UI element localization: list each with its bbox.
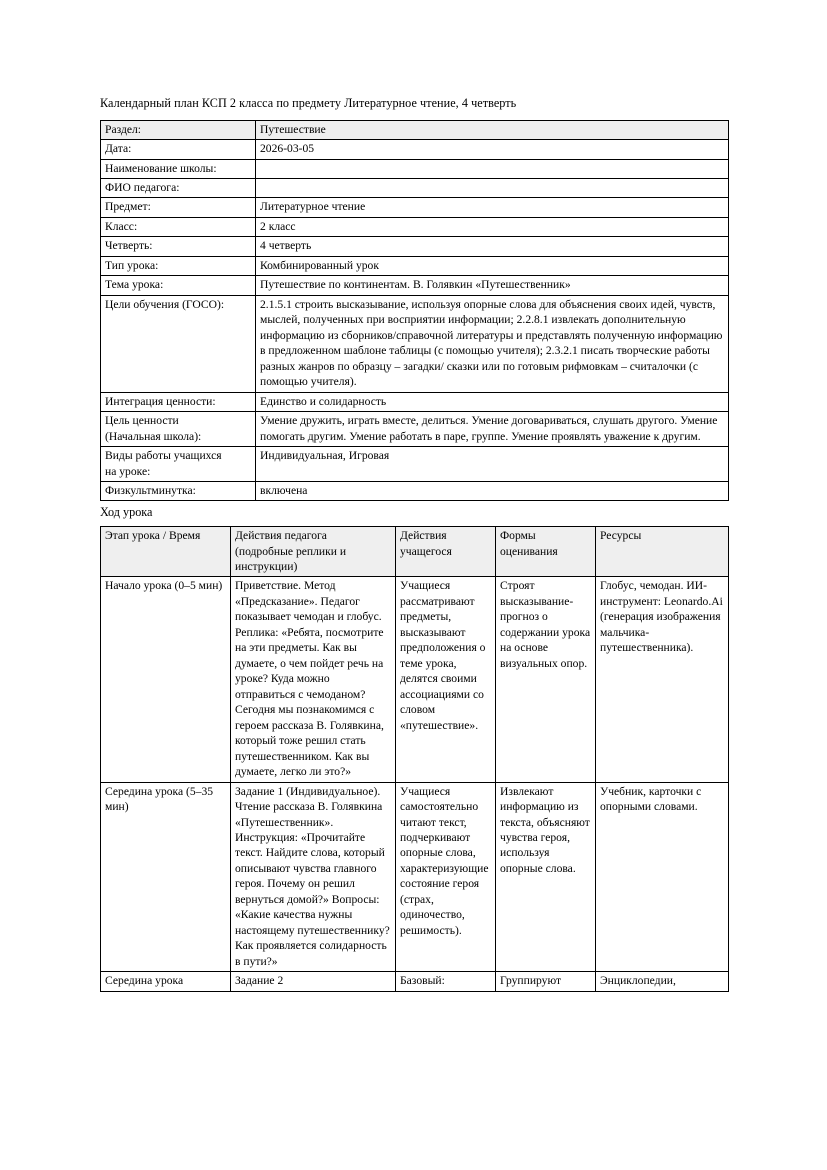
column-header-stage: Этап урока / Время xyxy=(101,527,231,577)
page-title: Календарный план КСП 2 класса по предмету Литературное чтение, 4 четверть xyxy=(100,96,517,110)
flow-cell-student-actions: Учащиеся рассматривают предметы, высказывают предположения о теме урока, делятся своими ассоциациями со словом «путешествие». xyxy=(396,577,496,782)
table-row xyxy=(101,159,729,178)
info-row-value: Индивидуальная, Игровая xyxy=(256,447,729,482)
info-row-value: включена xyxy=(256,481,729,500)
info-row-value: Путешествие xyxy=(256,120,729,139)
info-row-value: Комбинированный урок xyxy=(256,256,729,275)
info-row-value: 2 класс xyxy=(256,217,729,236)
flow-cell-stage: Начало урока (0–5 мин) xyxy=(101,577,231,782)
info-row-value xyxy=(256,159,729,178)
table-row xyxy=(101,392,729,411)
flow-cell-teacher-actions: Задание 2 xyxy=(231,972,396,991)
table-row xyxy=(101,140,729,159)
table-row xyxy=(101,256,729,275)
flow-cell-stage: Середина урока xyxy=(101,972,231,991)
info-row-value: Путешествие по континентам. В. Голявкин «Путешественник» xyxy=(256,276,729,295)
info-row-value xyxy=(256,179,729,198)
column-header-teacher-actions: Действия педагога (подробные реплики и инструкции) xyxy=(231,527,396,577)
flow-cell-assessment: Строят высказывание-прогноз о содержании урока на основе визуальных опор. xyxy=(496,577,596,782)
info-row-label: ФИО педагога: xyxy=(101,179,256,198)
flow-cell-stage: Середина урока (5–35 мин) xyxy=(101,782,231,972)
info-row-label: Цель ценности (Начальная школа): xyxy=(101,412,256,447)
info-row-value: Литературное чтение xyxy=(256,198,729,217)
info-row-label: Тип урока: xyxy=(101,256,256,275)
info-row-value: Единство и солидарность xyxy=(256,392,729,411)
table-row xyxy=(101,412,729,447)
info-row-value: 2.1.5.1 строить высказывание, используя опорные слова для объяснения своих идей, чувств, мыслей, полученных при восприятии информации; 2.2.8.1 извлекать дополнительную информацию из сборников/справочной литературы и представлять полученную информацию в предложенном шаблоне таблицы (с помощью учителя); 2.3.2.1 писать творческие работы разных жанров по образцу – загадки/ сказки или по готовым рифмовкам – считалочки (с помощью учителя). xyxy=(256,295,729,392)
column-header-student-actions: Действия учащегося xyxy=(396,527,496,577)
info-row-value: 2026-03-05 xyxy=(256,140,729,159)
info-row-label: Наименование школы: xyxy=(101,159,256,178)
info-row-label: Цели обучения (ГОСО): xyxy=(101,295,256,392)
table-row xyxy=(101,276,729,295)
lesson-flow-table-body xyxy=(101,577,729,991)
flow-cell-assessment: Группируют xyxy=(496,972,596,991)
table-row xyxy=(101,447,729,482)
flow-cell-resources: Глобус, чемодан. ИИ-инструмент: Leonardo.Ai (генерация изображения мальчика-путешественника). xyxy=(596,577,729,782)
info-row-label: Интеграция ценности: xyxy=(101,392,256,411)
info-row-label: Четверть: xyxy=(101,237,256,256)
flow-cell-teacher-actions: Задание 1 (Индивидуальное). Чтение рассказа В. Голявкина «Путешественник». Инструкция: «Прочитайте текст. Найдите слова, который описывают чувства главного героя. Почему он решил вернуться домой?» Вопросы: «Какие качества нужны настоящему путешественнику? Как проявляется солидарность в пути?» xyxy=(231,782,396,972)
info-row-label: Раздел: xyxy=(101,120,256,139)
table-row xyxy=(101,972,729,991)
flow-cell-assessment: Извлекают информацию из текста, объясняют чувства героя, используя опорные слова. xyxy=(496,782,596,972)
info-row-label: Класс: xyxy=(101,217,256,236)
lesson-flow-heading: Ход урока xyxy=(100,505,153,520)
table-row xyxy=(101,217,729,236)
lesson-info-table-body xyxy=(101,120,729,501)
flow-cell-resources: Учебник, карточки с опорными словами. xyxy=(596,782,729,972)
info-row-label: Тема урока: xyxy=(101,276,256,295)
table-row xyxy=(101,481,729,500)
table-row xyxy=(101,179,729,198)
flow-cell-student-actions: Базовый: xyxy=(396,972,496,991)
table-row xyxy=(101,577,729,782)
flow-cell-student-actions: Учащиеся самостоятельно читают текст, подчеркивают опорные слова, характеризующие состояние героя (страх, одиночество, решимость). xyxy=(396,782,496,972)
info-row-label: Виды работы учащихся на уроке: xyxy=(101,447,256,482)
info-row-label: Физкультминутка: xyxy=(101,481,256,500)
info-row-label: Дата: xyxy=(101,140,256,159)
lesson-flow-table xyxy=(100,526,729,992)
lesson-flow-table-head xyxy=(101,527,729,577)
lesson-info-table xyxy=(100,120,729,502)
table-row xyxy=(101,120,729,139)
info-row-value: 4 четверть xyxy=(256,237,729,256)
info-row-value: Умение дружить, играть вместе, делиться. Умение договариваться, слушать другого. Умение помогать другим. Умение работать в паре, группе. Умение проявлять уважение к другим. xyxy=(256,412,729,447)
table-row xyxy=(101,237,729,256)
table-row xyxy=(101,295,729,392)
table-row xyxy=(101,198,729,217)
table-header-row xyxy=(101,527,729,577)
column-header-assessment-forms: Формы oценивания xyxy=(496,527,596,577)
table-row xyxy=(101,782,729,972)
column-header-resources: Ресурсы xyxy=(596,527,729,577)
flow-cell-teacher-actions: Приветствие. Метод «Предсказание». Педагог показывает чемодан и глобус. Реплика: «Ребята, посмотрите на эти предметы. Как вы думаете, о чем пойдет речь на уроке? Куда можно отправиться с чемоданом? Сегодня мы познакомимся с героем рассказа В. Голявкина, который тоже решил стать путешественником. Как вы думаете, легко ли это?» xyxy=(231,577,396,782)
info-row-label: Предмет: xyxy=(101,198,256,217)
flow-cell-resources: Энциклопедии, xyxy=(596,972,729,991)
